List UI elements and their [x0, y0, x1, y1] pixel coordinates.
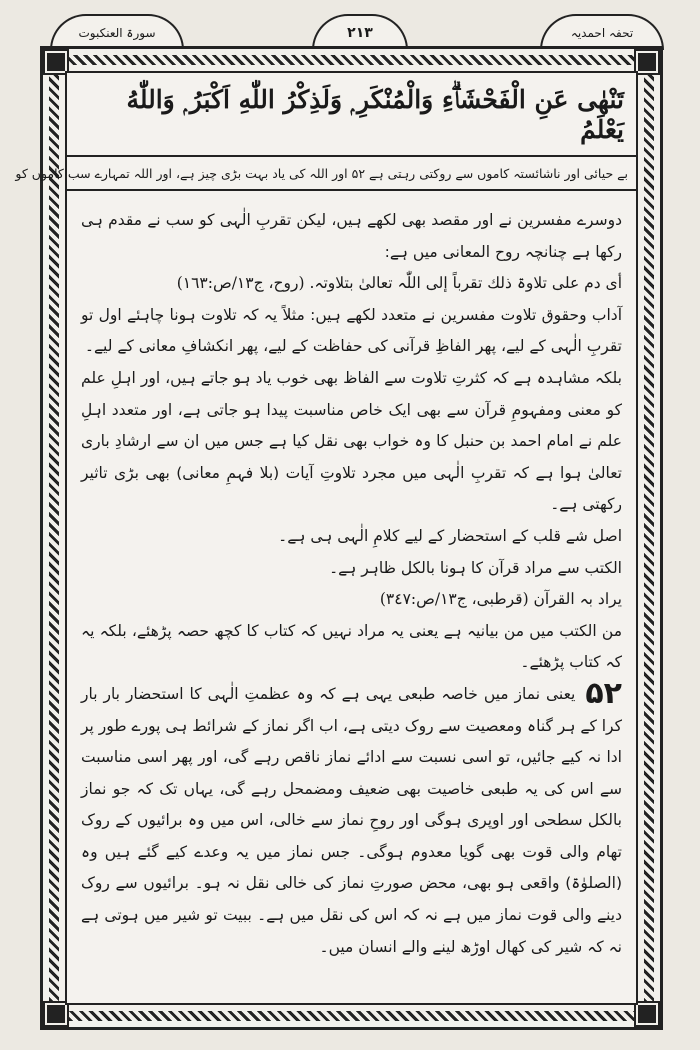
arabic-quote: یراد بہ القرآن (قرطبی، ج١٣/ص:٣٤٧) — [379, 590, 622, 609]
paragraph: بلکہ مشاہدہ ہے کہ کثرتِ تلاوت سے الفاظ بھی خوب یاد ہو جاتے ہیں، اور اہلِ علم کو معنی ومفہومِ قرآن سے بھی ایک خاص مناسبت پیدا ہو جاتی ہے، اور متعدد اہلِ علم نے امام احمد بن حنبل کا وہ خواب بھی نقل کیا ہے جس میں ان سے ارشادِ باری تعالیٰ ہوا ہے کہ تقربِ الٰہی میں مجرد تلاوتِ آیات (بلا فہمِ معانی) بھی بڑی تاثیر رکھتی ہے۔ — [81, 368, 622, 514]
translation-text-cont: اور اللہ کی یاد بہت بڑی چیز ہے، اور اللہ تمہارے سب کاموں کو — [15, 165, 348, 181]
book-title: تحفہ احمدیہ — [570, 26, 634, 40]
content-area — [15, 71, 638, 1005]
page-number: ۲۱۳ — [347, 25, 373, 41]
translation-note-number: ۵۲ — [351, 165, 366, 181]
page-frame — [15, 46, 663, 1030]
corner-ornament — [45, 1003, 67, 1025]
note-number: ۵۲ — [585, 676, 622, 712]
paragraph: آداب وحقوق تلاوت مفسرین نے متعدد لکھے ہیں: مثلاً یہ کہ تلاوت ہونا چاہئے اول تو تقربِ الٰہی کے لیے، پھر الفاظِ قرآنی کی حفاظت کے لیے، پھر انکشافِ معانی کے لیے۔ — [81, 305, 622, 356]
note-text: یعنی نماز میں خاصہ طبعی یہی ہے کہ وہ عظمتِ الٰہی کا استحضار بار بار کرا کے ہر گناہ ومعصیت سے روک دیتی ہے، اب اگر نماز کے شرائط ہی پورے طور پر ادا نہ کیے جائیں، تو اسی نسبت سے ادائے نماز ناقص رہے گی، اور پھر اسی مناسبت سے اس کی یہ طبعی خاصیت بھی ضعیف ومضمحل رہے گی، یہاں تک کہ جو نماز بالکل سطحی اور اوپری ہوگی اور روحِ نماز سے خالی، اس میں وہ برائیوں کے روک تھام والی قوت بھی گویا معدوم ہوگی۔ جس نماز میں یہ وعدے کیے گئے ہیں وہ (الصلوٰۃ) واقعی ہو بھی، محض صورتِ نماز کی خالی نقل نہ ہو۔ برائیوں سے روک دینے والی قوت نماز میں ہے نہ کہ اس کی نقل میں ہے۔ ببیت تو شیر میں ہوتی ہے نہ کہ شیر کی کھال اوڑھ لینے والے انسان میں۔ — [81, 684, 622, 956]
paragraph: اصل شے قلب کے استحضار کے لیے کلامِ الٰہی ہی ہے۔ — [278, 526, 622, 545]
corner-ornament — [45, 51, 67, 73]
corner-ornament — [636, 1003, 658, 1025]
arabic-quote: أی دم علی تلاوۃ ذلك تقرباً إلی اللّٰہ تعالیٰ بتلاوتہ. (روح، ج١٣/ص:١٦٣) — [176, 274, 622, 293]
surah-name: سورۃ العنکبوت — [78, 26, 156, 40]
quran-verse — [67, 73, 636, 157]
paragraph: من الکتب میں من بیانیہ ہے یعنی یہ مراد نہیں کہ کتاب کا کچھ حصہ پڑھئے، بلکہ یہ کہ کتاب پڑھئے۔ — [81, 621, 622, 672]
commentary — [81, 205, 622, 993]
paragraph: دوسرے مفسرین نے اور مقصد بھی لکھے ہیں، لیکن تقربِ الٰہی کو سب نے مقدم ہی رکھا ہے چنانچہ روح المعانی میں ہے: — [81, 211, 622, 261]
surah-name-tab — [50, 14, 184, 50]
translation-text: بے حیائی اور ناشائستہ کاموں سے روکتی رہتی ہے — [369, 165, 628, 181]
page-number-tab — [312, 14, 408, 50]
verse-translation — [15, 157, 636, 191]
book-title-tab — [540, 14, 664, 50]
verse-arabic: تَنْهٰى عَنِ الْفَحْشَاۗءِ وَالْمُنْكَرِ ۭ وَلَذِكْرُ اللّٰهِ اَكْبَرُ ۭ وَاللّٰهُ يَعْلَمُ — [126, 84, 624, 144]
paragraph: الکتب سے مراد قرآن کا ہونا بالکل ظاہر ہے۔ — [329, 558, 622, 577]
note-paragraph — [81, 676, 622, 963]
corner-ornament — [636, 51, 658, 73]
